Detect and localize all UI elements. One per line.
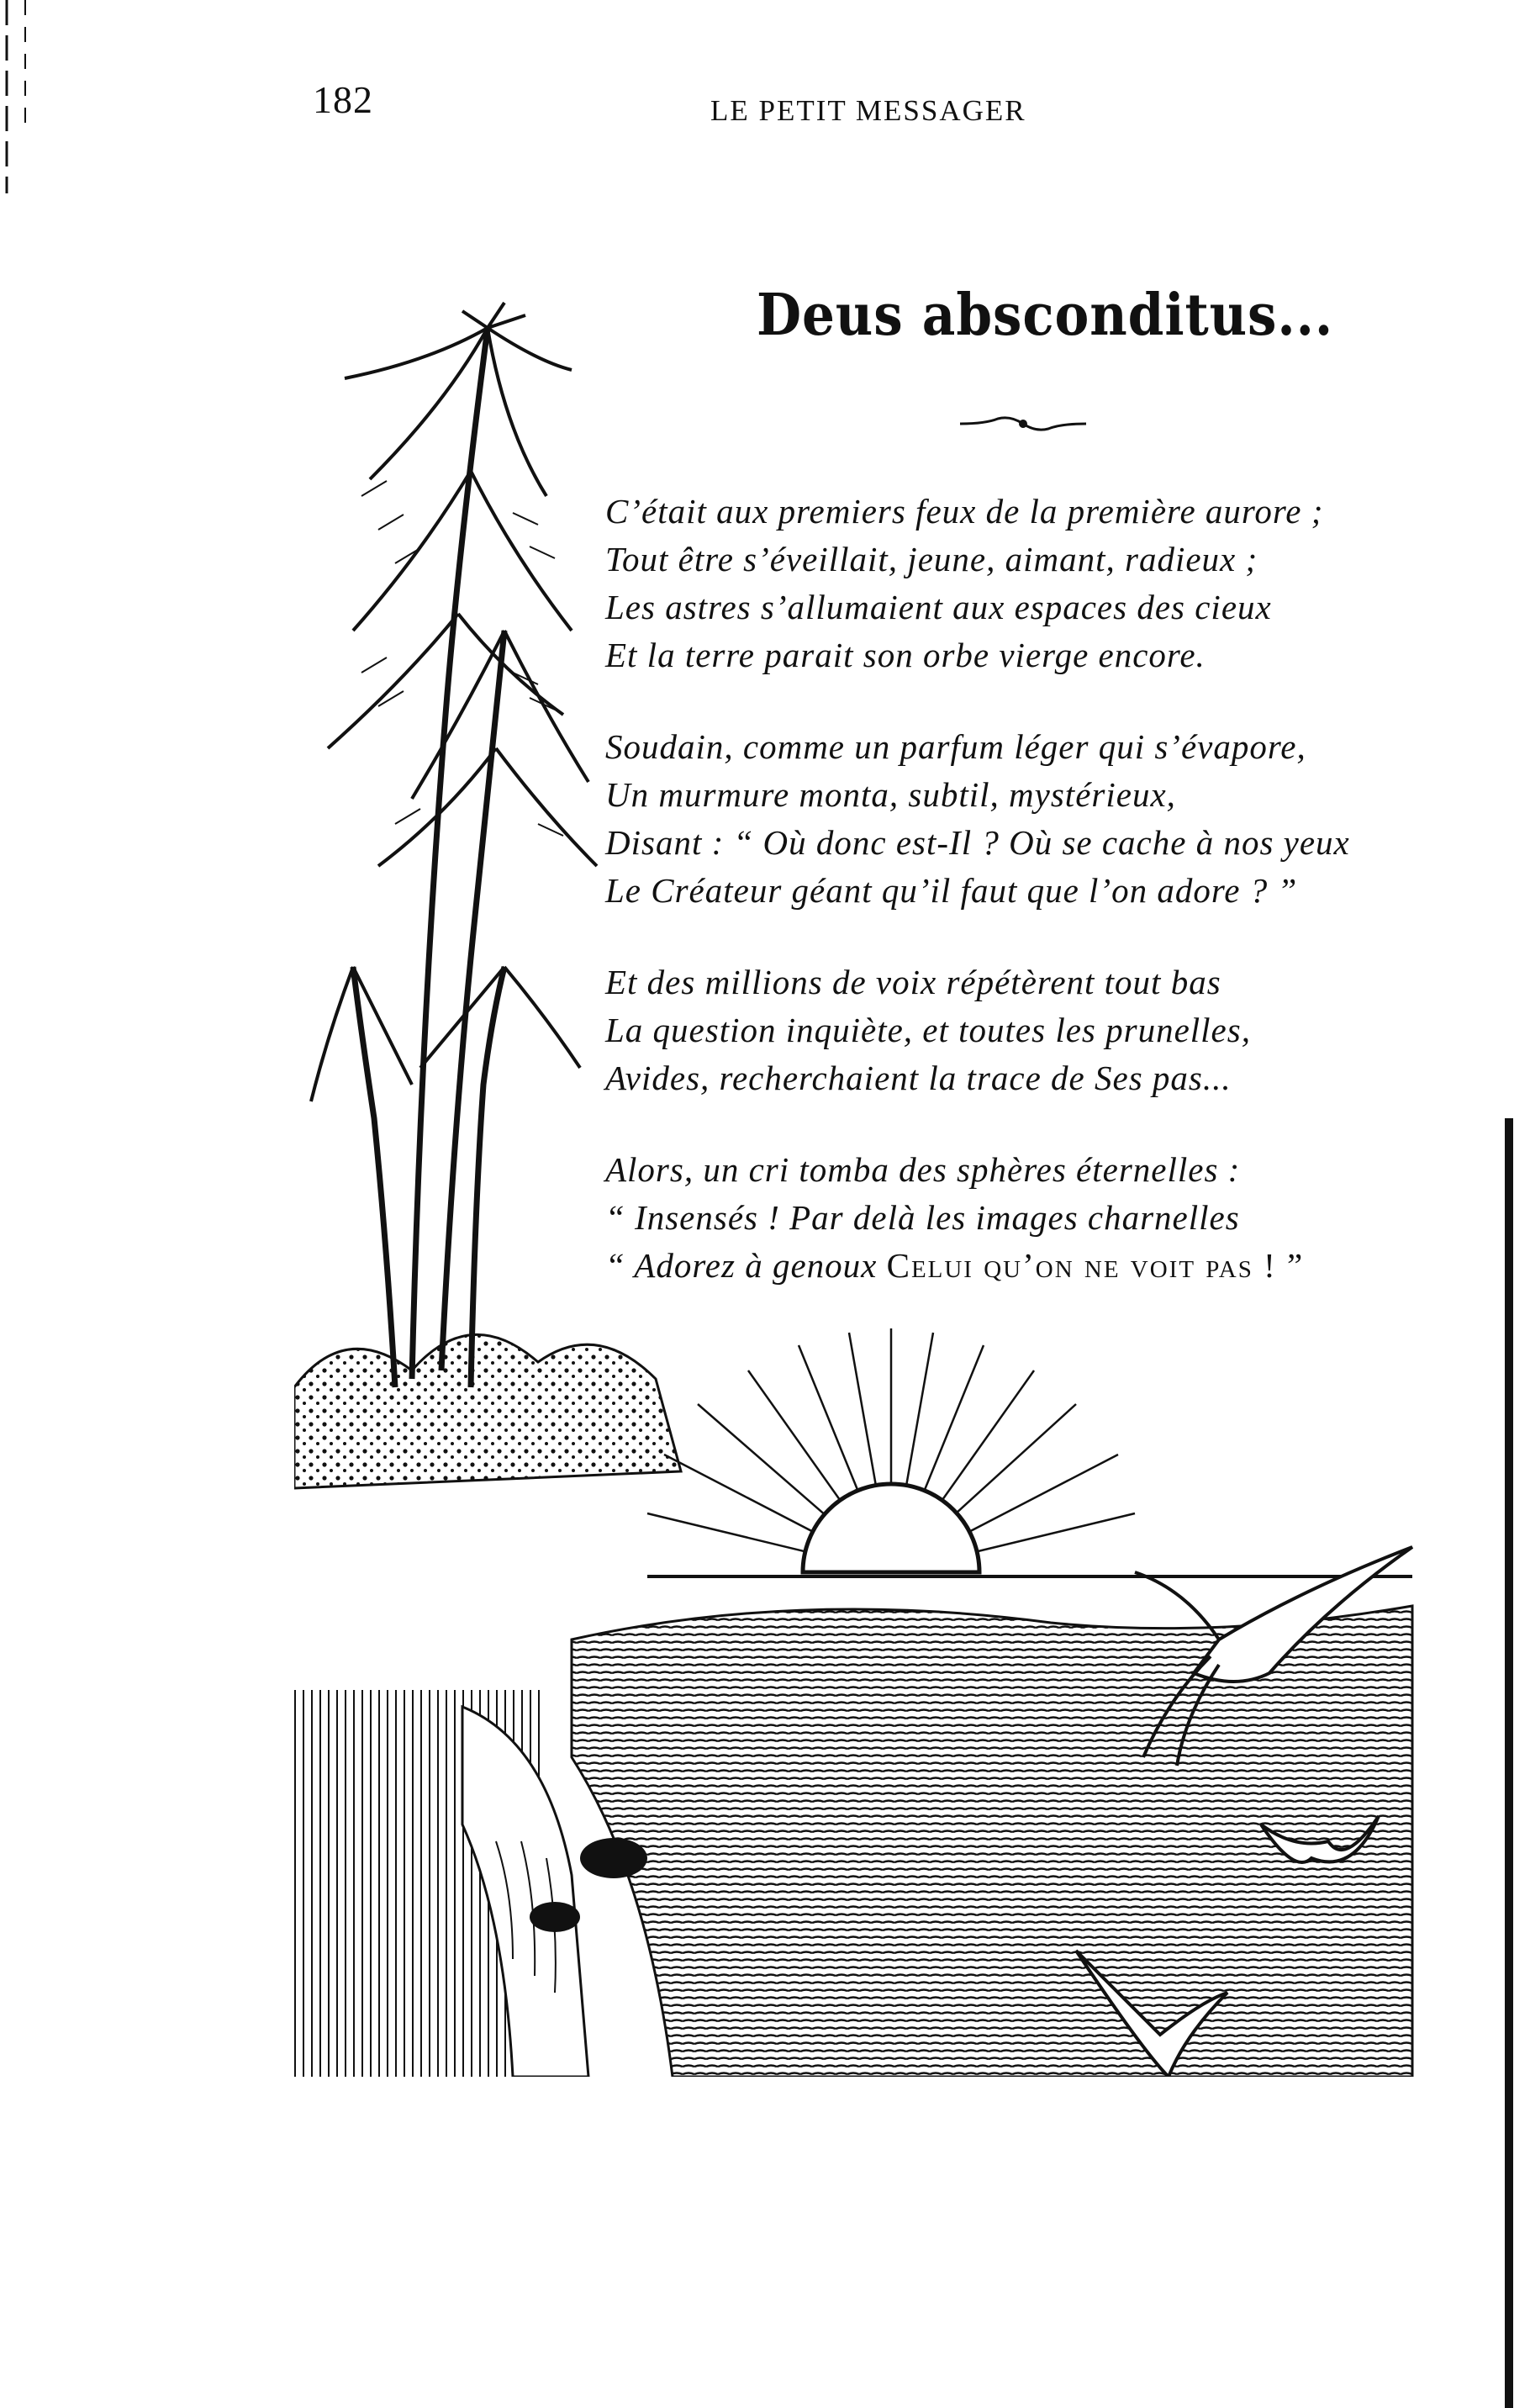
poem-title: Deus absconditus... <box>757 282 1334 349</box>
verse-line: Et des millions de voix répétèrent tout bas <box>605 963 1221 1001</box>
verse-line: Disant : “ Où donc est-Il ? Où se cache à nos yeux <box>605 823 1350 862</box>
verse-line: La question inquiète, et toutes les prunelles, <box>605 1011 1251 1049</box>
page-edge-shadow <box>1505 1118 1513 2408</box>
verse-line: Soudain, comme un parfum léger qui s’évapore, <box>605 727 1306 766</box>
foliage <box>294 1334 681 1488</box>
final-line-prefix: “ Adorez à genoux <box>605 1246 887 1285</box>
verse-line: Alors, un cri tomba des sphères éternelles : <box>605 1150 1241 1189</box>
verse-line-final <box>605 1242 1513 1290</box>
poem-body <box>605 488 1513 1333</box>
stanza-4 <box>605 1146 1513 1290</box>
verse-line: Avides, recherchaient la trace de Ses pas... <box>605 1059 1232 1097</box>
stanza-1 <box>605 488 1513 679</box>
running-title: LE PETIT MESSAGER <box>710 94 1026 127</box>
page-number: 182 <box>313 78 373 121</box>
verse-line: Le Créateur géant qu’il faut que l’on adore ? ” <box>605 871 1298 910</box>
fleuron-ornament <box>960 414 1086 434</box>
verse-line: Et la terre parait son orbe vierge encore. <box>605 636 1206 674</box>
verse-line: Les astres s’allumaient aux espaces des cieux <box>605 588 1272 626</box>
verse-line: “ Insensés ! Par delà les images charnelles <box>605 1198 1240 1237</box>
verse-line: C’était aux premiers feux de la première aurore ; <box>605 492 1324 531</box>
scan-margin-marks <box>0 0 50 252</box>
verse-line: Un murmure monta, subtil, mystérieux, <box>605 775 1176 814</box>
stanza-2 <box>605 723 1513 915</box>
final-line-smallcaps: Celui qu’on ne voit pas ! ” <box>886 1246 1305 1285</box>
stanza-3 <box>605 958 1513 1102</box>
verse-line: Tout être s’éveillait, jeune, aimant, radieux ; <box>605 540 1258 578</box>
rising-sun <box>647 1328 1135 1572</box>
